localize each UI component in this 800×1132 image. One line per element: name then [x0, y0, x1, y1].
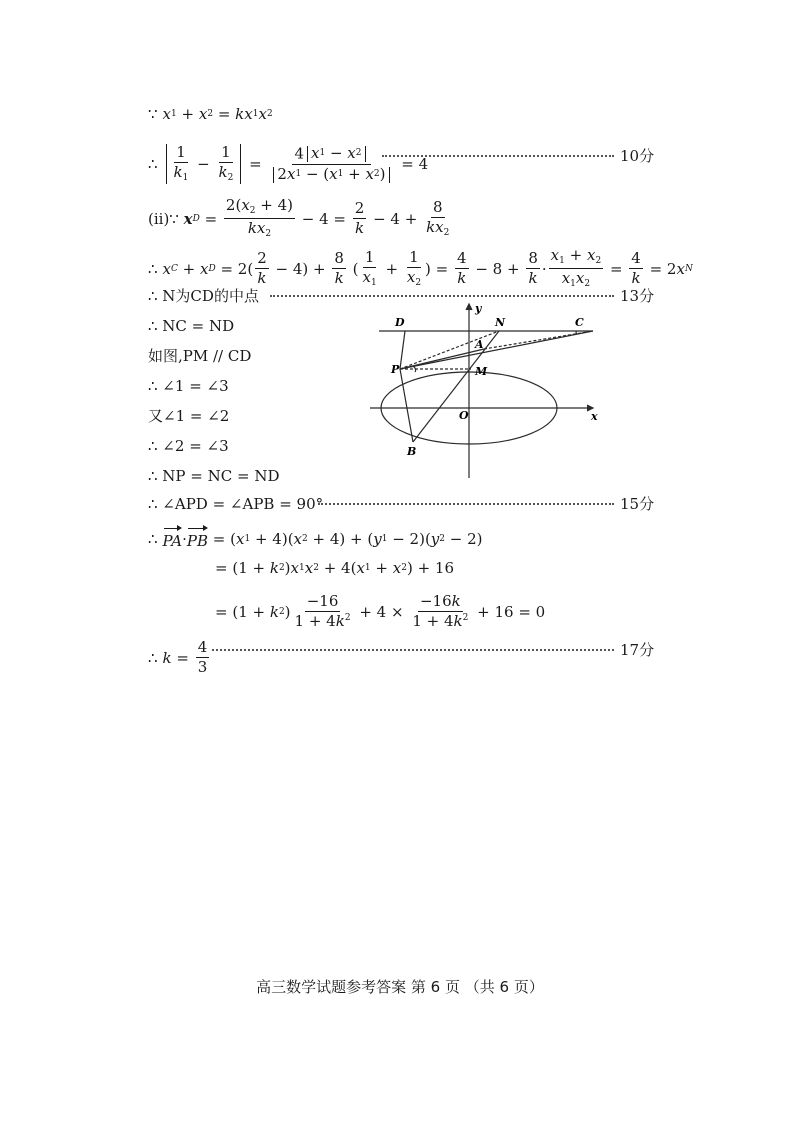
segment-BN: [413, 331, 499, 442]
line-angle1-angle2: 又∠1 = ∠2: [148, 407, 230, 425]
line-dot-product-substitute: = (1 + k 2 ) $\frac{-16}{1 + 4k^2}$ + 4 × $\frac{-16k}{1 + 4k^2}$ + 16 = 0: [215, 592, 546, 630]
y-axis-arrow: [466, 304, 472, 310]
line-N-midpoint: ∴ N为CD的中点: [148, 287, 259, 305]
line-xD: (ii)∵ x D = $\frac{2(x_2 + 4)}{kx_2}$ − 4 = $\frac{2}{k}$ − 4 + $\frac{8}{kx_2}$: [148, 196, 450, 239]
score-leader-15: [318, 503, 614, 505]
line-PM-parallel-CD: 如图,PM // CD: [148, 347, 252, 365]
label-O: O: [459, 409, 469, 422]
line-dot-product-expand: = (1 + k 2 ) x 1 x 2 + 4( x 1 + x 2 ) + 16: [215, 559, 454, 577]
label-A: A: [475, 338, 484, 351]
score-13: 13分: [620, 287, 655, 305]
angle-mark-P: [413, 366, 416, 372]
page-footer: 高三数学试题参考答案 第 6 页 （共 6 页）: [256, 978, 544, 996]
score-10: 10分: [620, 147, 655, 165]
ellipse-geometry-figure: [365, 300, 605, 480]
line-right-angle: ∴ ∠APD = ∠APB = 90°: [148, 495, 324, 513]
score-15: 15分: [620, 495, 655, 513]
label-P: P: [391, 363, 400, 376]
line-NP-NC-ND: ∴ NP = NC = ND: [148, 467, 280, 485]
line-angle1-angle3: ∴ ∠1 = ∠3: [148, 377, 229, 395]
line-angle2-angle3: ∴ ∠2 = ∠3: [148, 437, 229, 455]
label-x: x: [591, 410, 598, 423]
segment-PC: [400, 331, 593, 369]
label-B: B: [407, 445, 417, 458]
label-C: C: [575, 316, 584, 329]
line-dot-product: ∴ PA · PB = ( x 1 + 4)( x 2 + 4) + ( y 1 − 2)( y 2 − 2): [148, 527, 483, 551]
line-sum-equals-product: ∵ x 1 + x 2 = kx 1 x 2: [148, 105, 273, 123]
angle-mark-C: [576, 331, 577, 334]
line-NC-ND: ∴ NC = ND: [148, 317, 235, 335]
segment-PD: [400, 331, 405, 369]
score-leader-10: [382, 155, 614, 157]
label-y: y: [475, 302, 482, 315]
line-xC-plus-xD: ∴ x C + x D = 2( $\frac{2}{k}$ − 4) + $\frac{8}{k}$ ( $\frac{1}{x_1}$ + $\frac{1}{x_2}$ ) = $\frac{4}{k}$ − 8 + $\frac{8}{k}$ · $\frac{x_1 + x_2}{x_1x_2}$ = $\frac{4}{k}$ = 2 x N: [148, 246, 693, 289]
score-17: 17分: [620, 641, 655, 659]
score-leader-13: [270, 295, 614, 297]
label-N: N: [495, 316, 506, 329]
score-leader-17: [212, 649, 614, 651]
line-abs-reciprocal-slopes: ∴ $\frac{1}{k_1}$ − $\frac{1}{k_2}$ = 4 x 1 − x 2 2 x 1 − ( x 1 + x 2 ) = 4: [148, 143, 429, 183]
label-M: M: [475, 365, 488, 378]
line-k-value: ∴ k = $\frac{4}{3}$: [148, 638, 208, 676]
label-D: D: [395, 316, 405, 329]
